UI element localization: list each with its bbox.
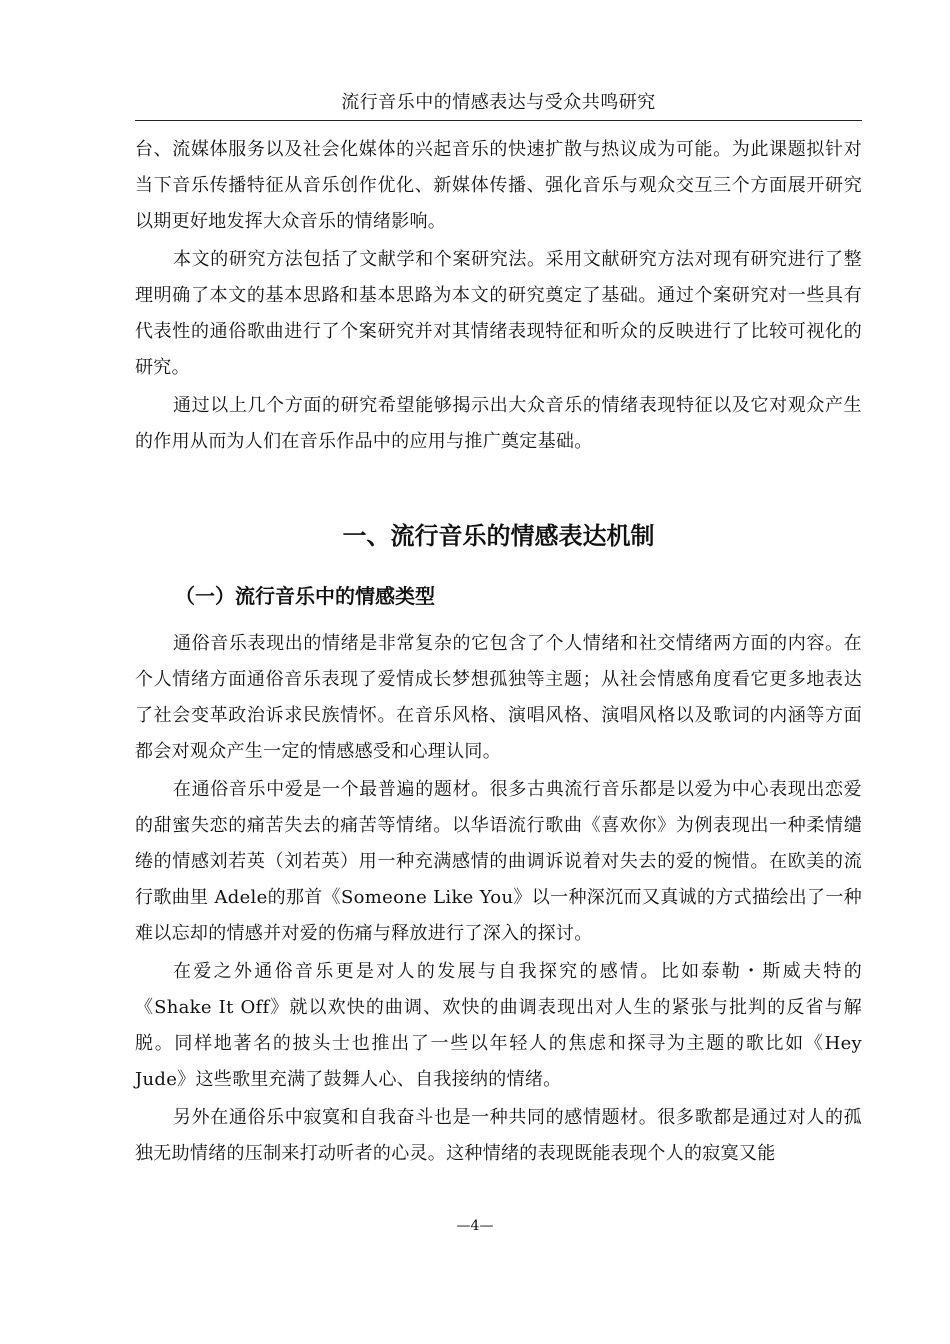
paragraph-6: 在爱之外通俗音乐更是对人的发展与自我探究的感情。比如泰勒・斯威夫特的《Shake It Off》就以欢快的曲调、欢快的曲调表现出对人生的紧张与批判的反省与解脱。同样地著名的披头士也推出了一些以年轻人的焦虑和探寻为主题的歌比如《Hey Jude》这些歌里充满了鼓舞人心、自我接纳的情绪。 [135,961,862,1090]
section-title: （一）流行音乐中的情感类型 [175,584,435,608]
header-rule [135,120,862,121]
paragraph-5: 在通俗音乐中爱是一个最普遍的题材。很多古典流行音乐都是以爱为中心表现出恋爱的甜蜜失恋的痛苦失去的痛苦等情绪。以华语流行歌曲《喜欢你》为例表现出一种柔情缱绻的情感刘若英（刘若英）用一种充满感情的曲调诉说着对失去的爱的惋惜。在欧美的流行歌曲里 Adele的那首《Someone Like You》以一种深沉而又真诚的方式描绘出了一种难以忘却的情感并对爱的伤痛与释放进行了深入的探讨。 [135,779,862,944]
page-content [135,132,862,1172]
page-number: —4— [456,1218,494,1234]
running-header-title: 流行音乐中的情感表达与受众共鸣研究 [341,92,656,113]
paragraph-7: 另外在通俗乐中寂寞和自我奋斗也是一种共同的感情题材。很多歌都是通过对人的孤独无助情绪的压制来打动听者的心灵。这种情绪的表现既能表现个人的寂寞又能 [135,1107,862,1164]
paragraph-3: 通过以上几个方面的研究希望能够揭示出大众音乐的情绪表现特征以及它对观众产生的作用从而为人们在音乐作品中的应用与推广奠定基础。 [135,395,862,452]
chapter-title: 一、流行音乐的情感表达机制 [342,522,655,550]
paragraph-1: 台、流媒体服务以及社会化媒体的兴起音乐的快速扩散与热议成为可能。为此课题拟针对当下音乐传播特征从音乐创作优化、新媒体传播、强化音乐与观众交互三个方面展开研究以期更好地发挥大众音乐的情绪影响。 [135,139,862,232]
paragraph-4: 通俗音乐表现出的情绪是非常复杂的它包含了个人情绪和社交情绪两方面的内容。在个人情绪方面通俗音乐表现了爱情成长梦想孤独等主题；从社会情感角度看它更多地表达了社会变革政治诉求民族情怀。在音乐风格、演唱风格、演唱风格以及歌词的内涵等方面都会对观众产生一定的情感感受和心理认同。 [135,633,862,762]
paragraph-2: 本文的研究方法包括了文献学和个案研究法。采用文献研究方法对现有研究进行了整理明确了本文的基本思路和基本思路为本文的研究奠定了基础。通过个案研究对一些具有代表性的通俗歌曲进行了个案研究并对其情绪表现特征和听众的反映进行了比较可视化的研究。 [135,249,862,378]
